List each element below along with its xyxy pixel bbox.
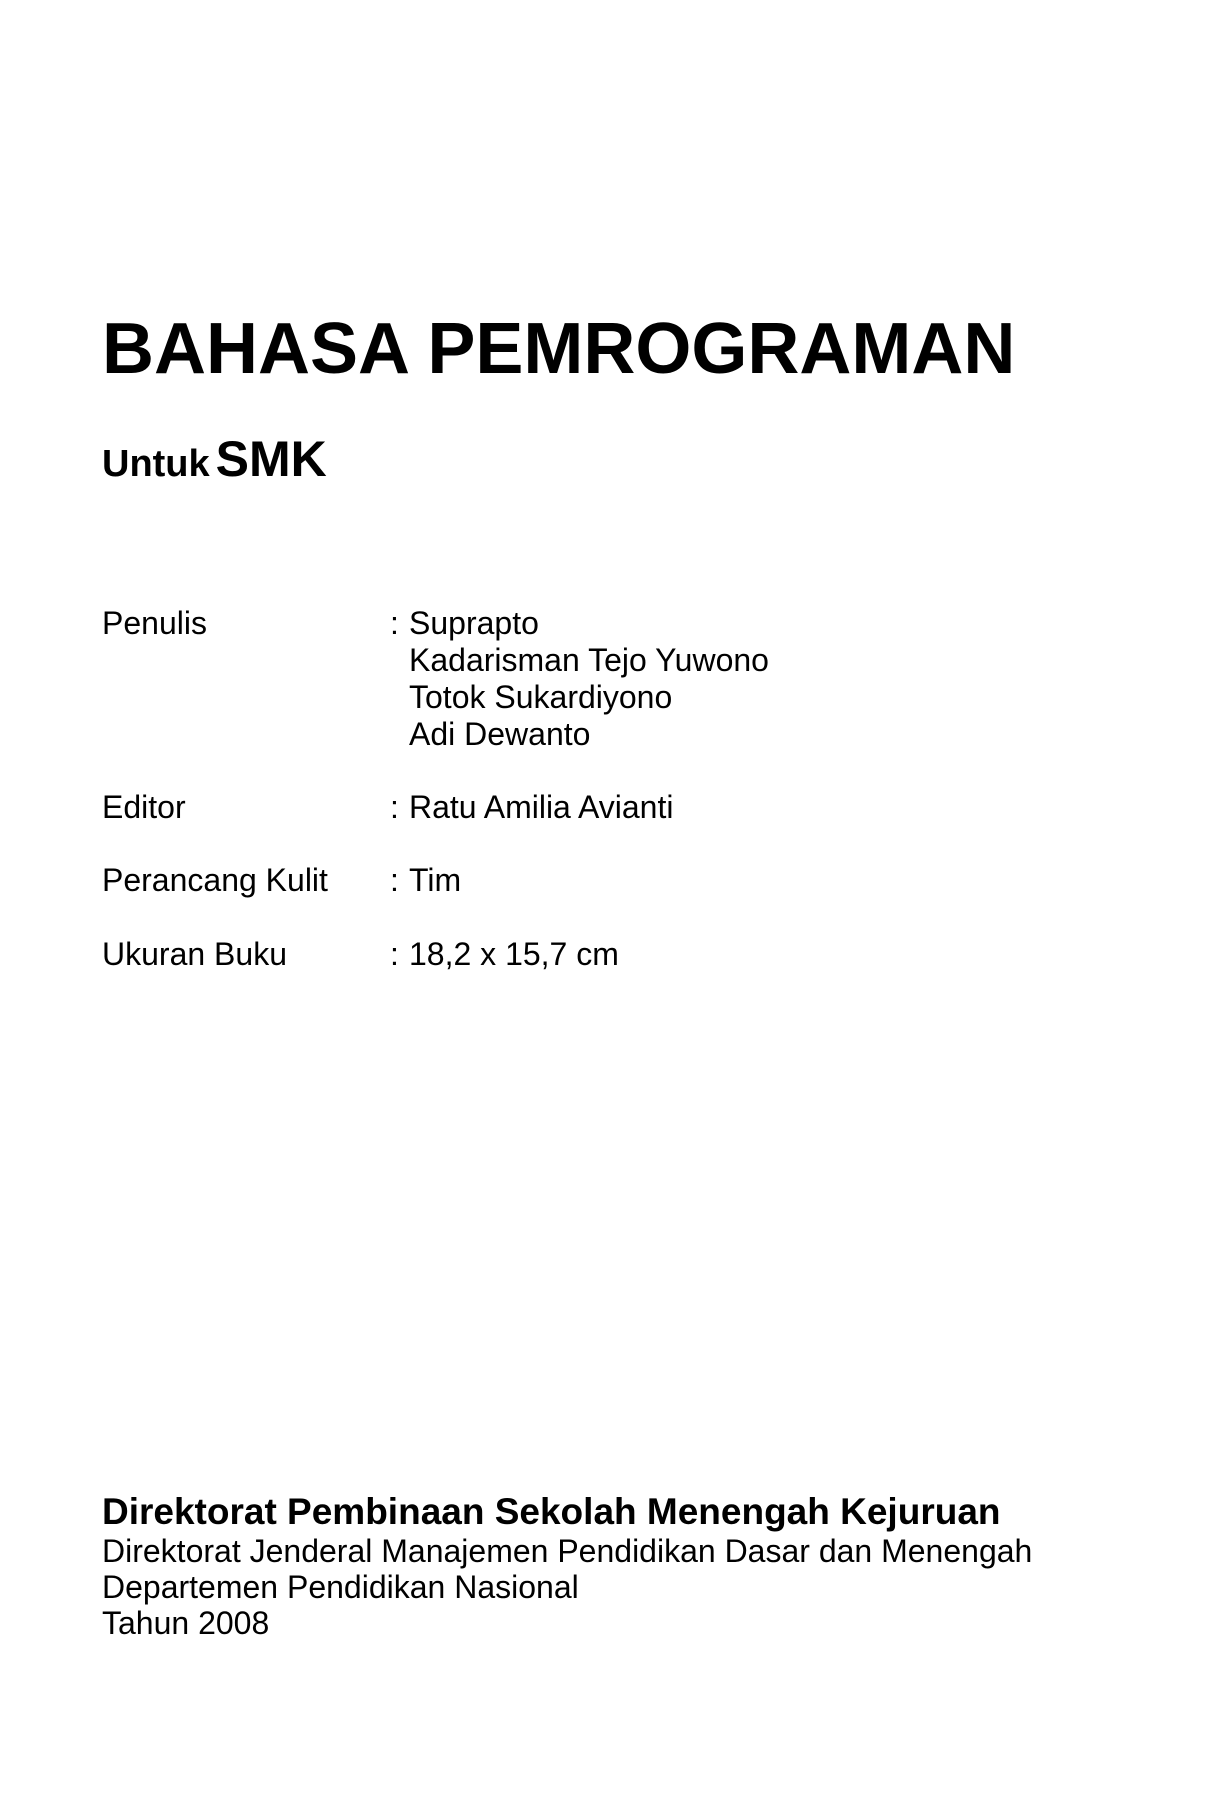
cover-designer-value-wrap (409, 862, 461, 899)
editor-separator: : (390, 789, 399, 825)
publisher-organization: Direktorat Pembinaan Sekolah Menengah Kejuruan (102, 1491, 1001, 1532)
publisher-directorate: Direktorat Jenderal Manajemen Pendidikan Dasar dan Menengah (102, 1533, 1033, 1569)
writer-name: Suprapto (409, 605, 539, 641)
publisher-block (102, 1491, 1032, 1641)
editor-label: Editor (102, 789, 186, 825)
cover-designer-label: Perancang Kulit (102, 862, 328, 898)
book-subtitle (102, 431, 327, 487)
book-size-label: Ukuran Buku (102, 936, 287, 972)
editor-name: Ratu Amilia Avianti (409, 789, 674, 825)
subtitle-audience: SMK (215, 431, 327, 487)
book-title: BAHASA PEMROGRAMAN (102, 309, 1016, 389)
publisher-department: Departemen Pendidikan Nasional (102, 1569, 579, 1605)
cover-designer-separator: : (390, 862, 399, 898)
book-size-value: 18,2 x 15,7 cm (409, 936, 619, 972)
writers-label: Penulis (102, 605, 207, 641)
writer-name: Totok Sukardiyono (409, 679, 673, 715)
publication-year: Tahun 2008 (102, 1605, 270, 1641)
writers-separator: : (390, 605, 399, 641)
editor-value-wrap (409, 789, 673, 826)
book-size-value-wrap (409, 936, 619, 973)
writer-name: Adi Dewanto (409, 716, 591, 752)
cover-designer-name: Tim (409, 862, 462, 898)
subtitle-prefix: Untuk (102, 443, 210, 485)
writer-name: Kadarisman Tejo Yuwono (409, 642, 769, 678)
book-size-separator: : (390, 936, 399, 972)
writers-list (409, 605, 769, 753)
